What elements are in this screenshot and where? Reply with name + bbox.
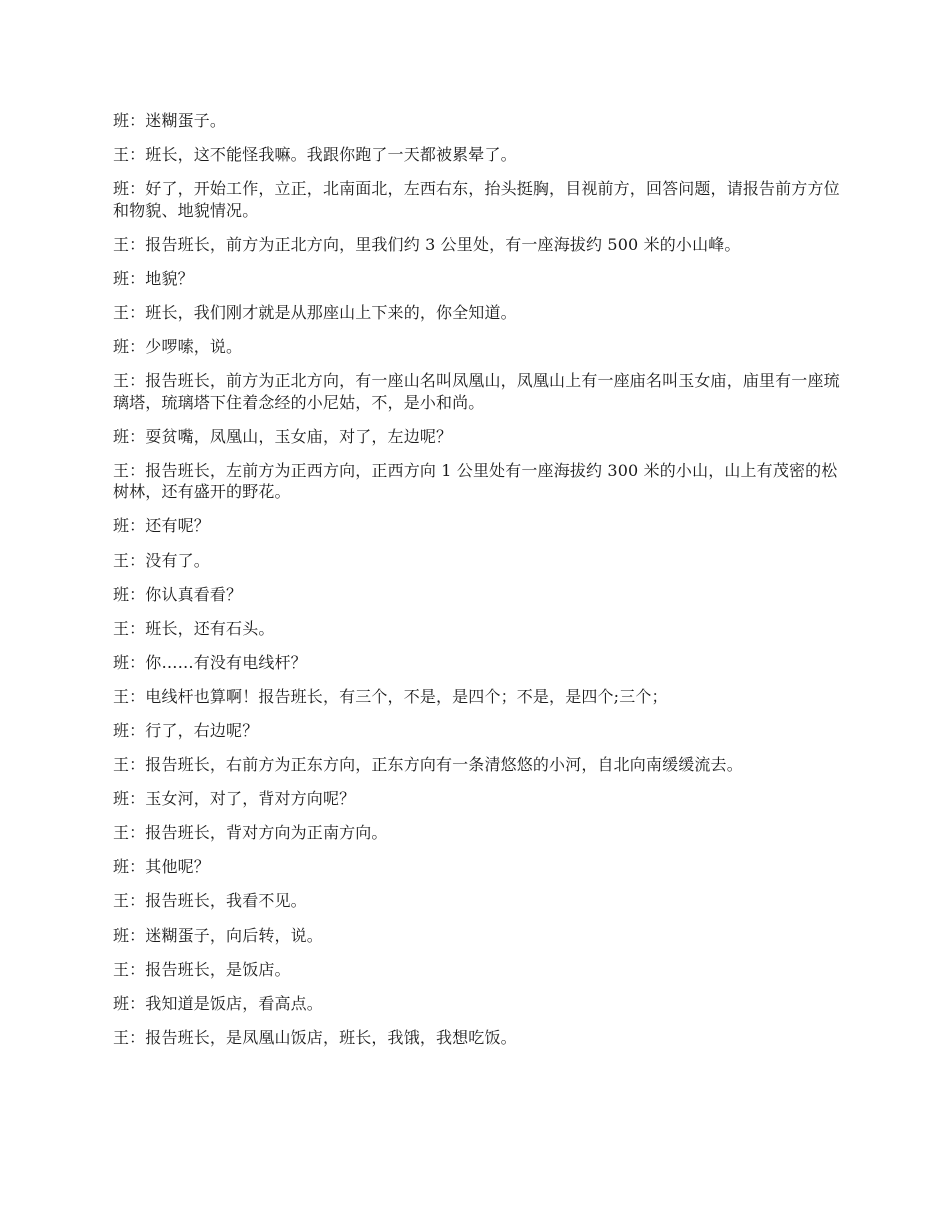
dialogue-line-19: 班：玉女河，对了，背对方向呢？ [113,789,356,809]
document-page [113,110,843,1061]
dialogue-line-23: 班：迷糊蛋子，向后转，说。 [113,925,323,945]
dialogue-line-11: 班：还有呢？ [113,516,210,536]
dialogue-line-7: 班：少啰嗦，说。 [113,337,243,357]
dialogue-line-2: 王：班长，这不能怪我嘛。我跟你跑了一天都被累晕了。 [113,145,517,165]
dialogue-line-22: 王：报告班长，我看不见。 [113,891,307,911]
dialogue-line-16: 王：电线杆也算啊！报告班长，有三个，不是，是四个；不是，是四个;三个； [113,686,668,706]
dialogue-line-9: 班：耍贫嘴，凤凰山，玉女庙，对了，左边呢？ [113,426,453,446]
dialogue-line-26: 王：报告班长，是凤凰山饭店，班长，我饿，我想吃饭。 [113,1027,517,1047]
dialogue-line-4: 王：报告班长，前方为正北方向，里我们约 3 公里处，有一座海拔约 500 米的小山峰。 [113,234,741,254]
dialogue-line-17: 班：行了，右边呢？ [113,721,259,740]
dialogue-line-5: 班：地貌？ [113,268,194,288]
dialogue-line-10: 王：报告班长，左前方为正西方向，正西方向 1 公里处有一座海拔约 300 米的小山，山上有茂密的松树林，还有盛开的野花。 [113,460,838,502]
dialogue-line-6: 王：班长，我们刚才就是从那座山上下来的，你全知道。 [113,302,517,322]
dialogue-line-20: 王：报告班长，背对方向为正南方向。 [113,823,388,843]
dialogue-line-8: 王：报告班长，前方为正北方向，有一座山名叫凤凰山，凤凰山上有一座庙名叫玉女庙，庙里有一座琉璃塔，琉璃塔下住着念经的小尼姑，不，是小和尚。 [113,371,840,412]
dialogue-line-25: 班：我知道是饭店，看高点。 [113,993,323,1013]
dialogue-line-15: 班：你……有没有电线杆？ [113,652,307,672]
dialogue-line-21: 班：其他呢？ [113,857,210,877]
dialogue-line-3: 班：好了，开始工作，立正，北南面北，左西右东，抬头挺胸，目视前方，回答问题，请报告前方方位和物貌、地貌情况。 [113,179,840,220]
dialogue-line-14: 王：班长，还有石头。 [113,618,275,638]
dialogue-line-24: 王：报告班长，是饭店。 [113,959,291,979]
dialogue-line-18: 王：报告班长，右前方为正东方向，正东方向有一条清悠悠的小河，自北向南缓缓流去。 [113,755,743,775]
dialogue-line-12: 王：没有了。 [113,550,210,570]
dialogue-line-13: 班：你认真看看？ [113,584,243,604]
dialogue-line-1: 班：迷糊蛋子。 [113,111,227,130]
